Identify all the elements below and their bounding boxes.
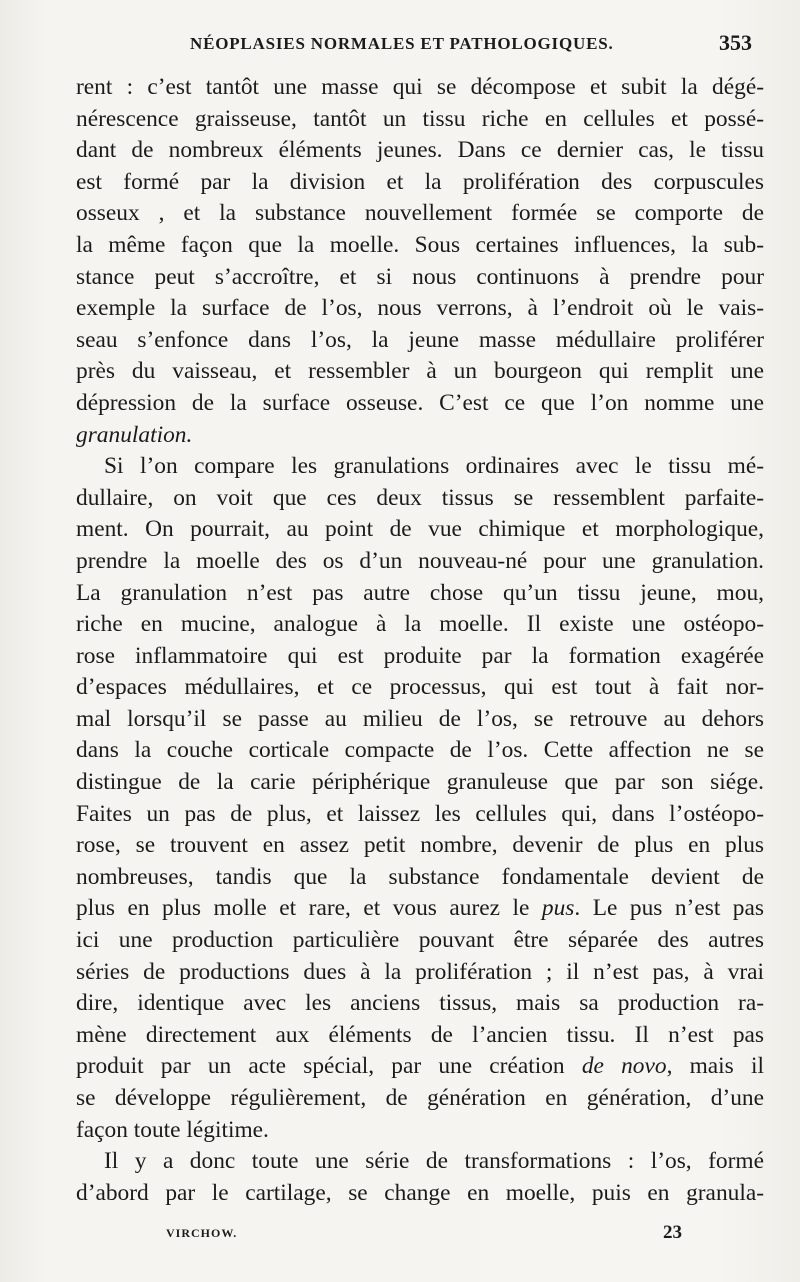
text-line: osseux , et la substance nouvellement formée se comporte de	[76, 200, 764, 227]
text-line: produit par un acte spécial, par une création de novo, mais il	[76, 1053, 764, 1080]
text-line: près du vaisseau, et ressembler à un bourgeon qui remplit une	[76, 358, 764, 385]
text-line: rose inflammatoire qui est produite par la formation exagérée	[76, 642, 764, 669]
text-line: riche en mucine, analogue à la moelle. Il existe une ostéopo-	[76, 611, 764, 638]
text-line: Faites un pas de plus, et laissez les cellules qui, dans l’ostéopo-	[76, 800, 764, 827]
text-line: d’abord par le cartilage, se change en moelle, puis en granula-	[76, 1179, 764, 1206]
text-line: La granulation n’est pas autre chose qu’un tissu jeune, mou,	[76, 579, 764, 606]
text-line: nérescence graisseuse, tantôt un tissu riche en cellules et possé-	[76, 105, 764, 132]
text-line: dullaire, on voit que ces deux tissus se ressemblent parfaite-	[76, 484, 764, 511]
text-line: ment. On pourrait, au point de vue chimique et morphologique,	[76, 516, 764, 543]
text-line: se développe régulièrement, de génération en génération, d’une	[76, 1085, 764, 1111]
text-line: distingue de la carie périphérique granuleuse que par son siége.	[76, 769, 764, 796]
text-line: dire, identique avec les anciens tissus, mais sa production ra-	[76, 990, 764, 1017]
text-line: d’espaces médullaires, et ce processus, qui est tout à fait nor-	[76, 674, 764, 701]
running-title: NÉOPLASIES NORMALES ET PATHOLOGIQUES.	[190, 34, 614, 53]
page-footer	[166, 1222, 682, 1246]
text-line: plus en plus molle et rare, et vous aurez le pus. Le pus n’est pas	[76, 895, 764, 922]
text-line: seau s’enfonce dans l’os, la jeune masse médullaire proliférer	[76, 326, 764, 353]
text-line: dépression de la surface osseuse. C’est ce que l’on nomme une	[76, 389, 764, 416]
text-line: façon toute légitime.	[76, 1116, 269, 1143]
text-line: séries de productions dues à la prolifération ; il n’est pas, à vrai	[76, 958, 764, 985]
text-line: rent : c’est tantôt une masse qui se décompose et subit la dégé-	[76, 74, 764, 100]
sheet-number: 23	[663, 1222, 682, 1243]
text-line: prendre la moelle des os d’un nouveau-né pour une granulation.	[76, 547, 764, 574]
text-line: mène directement aux éléments de l’ancien tissu. Il n’est pas	[76, 1021, 764, 1048]
text-line: granulation.	[76, 421, 193, 448]
text-line: Si l’on compare les granulations ordinaires avec le tissu mé-	[104, 453, 764, 480]
text-line: est formé par la division et la prolifération des corpuscules	[76, 168, 764, 195]
text-line: dans la couche corticale compacte de l’os. Cette affection ne se	[76, 737, 764, 764]
text-line: dant de nombreux éléments jeunes. Dans ce dernier cas, le tissu	[76, 137, 764, 164]
text-line: rose, se trouvent en assez petit nombre, devenir de plus en plus	[76, 832, 764, 859]
text-line: la même façon que la moelle. Sous certaines influences, la sub-	[76, 231, 764, 258]
body-text	[76, 72, 764, 1209]
text-line: mal lorsqu’il se passe au milieu de l’os, se retrouve au dehors	[76, 705, 764, 732]
text-line: Il y a donc toute une série de transformations : l’os, formé	[104, 1148, 764, 1175]
page-number: 353	[719, 30, 752, 55]
page-header	[76, 30, 752, 64]
text-line: nombreuses, tandis que la substance fondamentale devient de	[76, 863, 764, 890]
text-line: stance peut s’accroître, et si nous continuons à prendre pour	[76, 263, 764, 290]
printer-signature: VIRCHOW.	[166, 1226, 238, 1240]
text-line: exemple la surface de l’os, nous verrons, à l’endroit où le vais-	[76, 295, 764, 322]
text-line: ici une production particulière pouvant être séparée des autres	[76, 927, 764, 954]
